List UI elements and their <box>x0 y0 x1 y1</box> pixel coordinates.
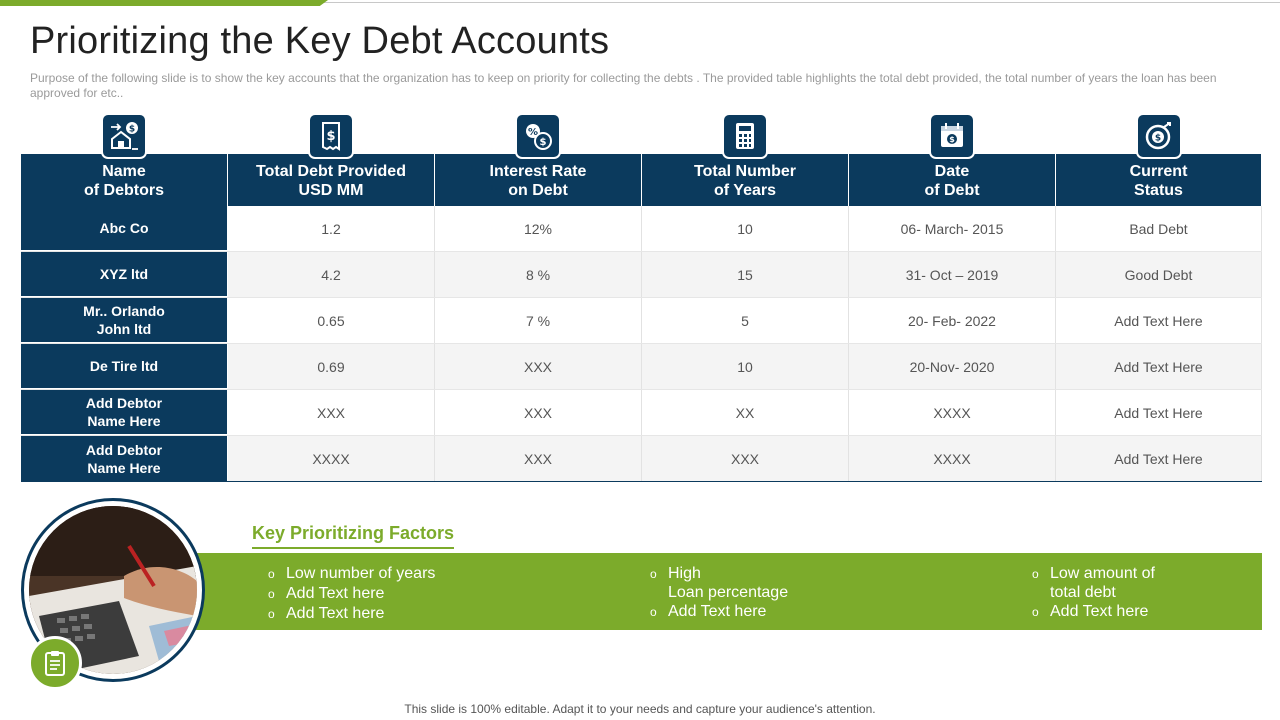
svg-text:%: % <box>527 127 539 138</box>
header-total-debt <box>228 129 434 206</box>
list-item: o Low amount of total debt <box>1032 565 1155 601</box>
total-years-cell: 10 <box>642 344 849 389</box>
svg-text:$: $ <box>949 135 955 144</box>
date-cell: 20-Nov- 2020 <box>849 344 1056 389</box>
table-row <box>21 206 1262 252</box>
table-header-row <box>21 124 1262 206</box>
svg-text:$: $ <box>539 137 547 148</box>
factors-column-3 <box>1032 564 1155 622</box>
svg-text:$: $ <box>1154 133 1161 144</box>
list-item: o High Loan percentage <box>650 565 789 601</box>
clipboard-icon <box>28 636 82 690</box>
svg-text:$: $ <box>326 129 336 144</box>
table-row <box>21 252 1262 298</box>
interest-rate-cell: 7 % <box>435 298 642 343</box>
date-cell: 31- Oct – 2019 <box>849 252 1056 297</box>
table-row <box>21 436 1262 482</box>
dollar-target-icon <box>1136 113 1182 159</box>
status-cell: Add Text Here <box>1056 436 1262 481</box>
calculator-icon <box>722 113 768 159</box>
header-label: Interest Rate on Debt <box>489 163 587 199</box>
total-years-cell: 10 <box>642 206 849 251</box>
total-debt-cell: XXXX <box>228 436 435 481</box>
svg-text:$: $ <box>128 124 136 135</box>
header-label: Total Debt Provided USD MM <box>256 163 406 199</box>
date-cell: XXXX <box>849 390 1056 435</box>
bullet-marker: o <box>268 607 275 621</box>
total-debt-cell: 0.65 <box>228 298 435 343</box>
status-cell: Bad Debt <box>1056 206 1262 251</box>
coins-percent-icon <box>515 113 561 159</box>
calendar-dollar-icon <box>929 113 975 159</box>
dollar-receipt-icon <box>308 113 354 159</box>
header-date-of-debt <box>849 135 1055 206</box>
page-title: Prioritizing the Key Debt Accounts <box>30 20 610 62</box>
total-years-cell: 5 <box>642 298 849 343</box>
bullet-marker: o <box>268 567 275 581</box>
header-interest-rate <box>435 127 641 206</box>
debtor-name-cell: Mr.. Orlando John ltd <box>21 298 227 343</box>
interest-rate-cell: 12% <box>435 206 642 251</box>
list-item: o Add Text here <box>1032 603 1149 620</box>
header-label: Date of Debt <box>924 163 980 199</box>
date-cell: 06- March- 2015 <box>849 206 1056 251</box>
header-total-years <box>642 154 848 206</box>
table-row <box>21 298 1262 344</box>
table-row <box>21 344 1262 390</box>
status-cell: Add Text Here <box>1056 344 1262 389</box>
total-years-cell: 15 <box>642 252 849 297</box>
header-label: Current Status <box>1129 163 1188 199</box>
bullet-marker: o <box>268 587 275 601</box>
status-cell: Add Text Here <box>1056 390 1262 435</box>
house-money-icon <box>101 113 147 159</box>
header-name-of-debtors <box>21 124 227 206</box>
debtor-name-cell: Add Debtor Name Here <box>21 436 227 481</box>
debt-accounts-table <box>21 124 1262 482</box>
bullet-marker: o <box>650 567 657 581</box>
total-debt-cell: 4.2 <box>228 252 435 297</box>
total-years-cell: XX <box>642 390 849 435</box>
interest-rate-cell: XXX <box>435 436 642 481</box>
header-label: Name of Debtors <box>84 163 164 199</box>
list-item: o Low number of years <box>268 565 436 582</box>
factors-column-2 <box>650 564 788 622</box>
bullet-marker: o <box>1032 567 1039 581</box>
factors-title: Key Prioritizing Factors <box>252 523 454 549</box>
total-years-cell: XXX <box>642 436 849 481</box>
debtor-name-cell: Abc Co <box>21 206 227 251</box>
interest-rate-cell: 8 % <box>435 252 642 297</box>
debtor-name-cell: De Tire ltd <box>21 344 227 389</box>
total-debt-cell: 0.69 <box>228 344 435 389</box>
list-item: o Add Text here <box>268 585 385 602</box>
footer-note: This slide is 100% editable. Adapt it to your needs and capture your audience's attention. <box>404 702 876 716</box>
list-item: o Add Text here <box>268 605 385 622</box>
top-accent-bar <box>0 0 328 6</box>
total-debt-cell: 1.2 <box>228 206 435 251</box>
interest-rate-cell: XXX <box>435 344 642 389</box>
table-row <box>21 390 1262 436</box>
bullet-marker: o <box>1032 605 1039 619</box>
debtor-name-cell: Add Debtor Name Here <box>21 390 227 435</box>
status-cell: Add Text Here <box>1056 298 1262 343</box>
list-item: o Add Text here <box>650 603 767 620</box>
header-label: Total Number of Years <box>694 163 796 199</box>
total-debt-cell: XXX <box>228 390 435 435</box>
factors-column-1 <box>268 564 435 624</box>
date-cell: 20- Feb- 2022 <box>849 298 1056 343</box>
bullet-marker: o <box>650 605 657 619</box>
status-cell: Good Debt <box>1056 252 1262 297</box>
debtor-name-cell: XYZ ltd <box>21 252 227 297</box>
interest-rate-cell: XXX <box>435 390 642 435</box>
date-cell: XXXX <box>849 436 1056 481</box>
page-subtitle: Purpose of the following slide is to show the key accounts that the organization has to keep on priority for collecting the debts . The provided table highlights the total debt provided, the total number of years the loan has been approved for etc.. <box>30 71 1217 100</box>
header-current-status <box>1056 133 1261 206</box>
